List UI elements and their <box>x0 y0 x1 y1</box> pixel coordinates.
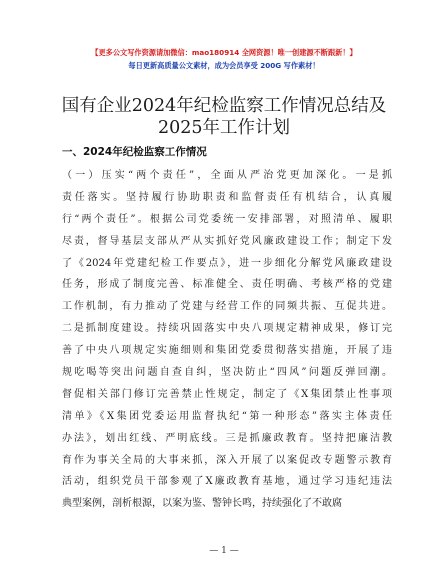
body-line: 办法》，划出红线、严明底线。三是抓廉政教育。坚持把廉洁教 <box>62 432 392 444</box>
body-text <box>62 165 392 515</box>
body-line: 督促相关部门修订完善禁止性规定，制定了《X集团禁止性事项 <box>62 388 392 400</box>
body-line: 典型案例，剖析根源，以案为鉴、警钟长鸣，持续强化了不敢腐 <box>62 498 342 510</box>
body-line: 育作为事关全局的大事来抓，深入开展了以案促改专题警示教育 <box>62 454 392 466</box>
body-line: 规吃喝等突出问题自查自纠，坚决防止“四风”问题反弹回潮。 <box>62 367 392 379</box>
promo-banner-line-1: 【更多公文写作资源请加微信：mao180914 全网资源！唯一创建源不断跟新！】 <box>91 48 357 57</box>
page-number: — 1 — <box>209 546 239 556</box>
body-line: 善了中央八项规定实施细则和集团党委贯彻落实措施，开展了违 <box>62 345 392 357</box>
promo-banner-line-2: 每日更新高质量公文素材，成为会员享受 200G 写作素材！ <box>128 61 320 70</box>
body-line: （一）压实“两个责任”，全面从严治党更加深化。一是抓 <box>62 170 392 181</box>
document-title: 国有企业2024年纪检监察工作情况总结及2025年工作计划 <box>61 96 387 138</box>
body-line: 工作机制，有力推动了党建与经营工作的同频共振、互促共进。 <box>62 301 392 313</box>
section-heading: 一、2024年纪检监察工作情况 <box>62 146 207 158</box>
body-line: 尽责，督导基层支部从严从实抓好党风廉政建设工作；制定下发 <box>62 235 392 247</box>
body-line: 二是抓制度建设。持续巩固落实中央八项规定精神成果，修订完 <box>62 323 392 335</box>
body-line: 责任落实。坚持履行协助职责和监督责任有机结合，认真履 <box>62 191 392 203</box>
body-line: 清单》《X集团党委运用监督执纪“第一种形态”落实主体责任 <box>62 410 392 422</box>
body-line: 行“两个责任”。根据公司党委统一安排部署，对照清单、履职 <box>62 213 392 225</box>
body-line: 活动，组织党员干部参观了X廉政教育基地，通过学习违纪违法 <box>62 476 392 488</box>
body-line: 了《2024年党建纪检工作要点》，进一步细化分解党风廉政建设 <box>62 257 392 269</box>
body-line: 任务，形成了制度完善、标准健全、责任明确、考核严格的党建 <box>62 279 392 291</box>
